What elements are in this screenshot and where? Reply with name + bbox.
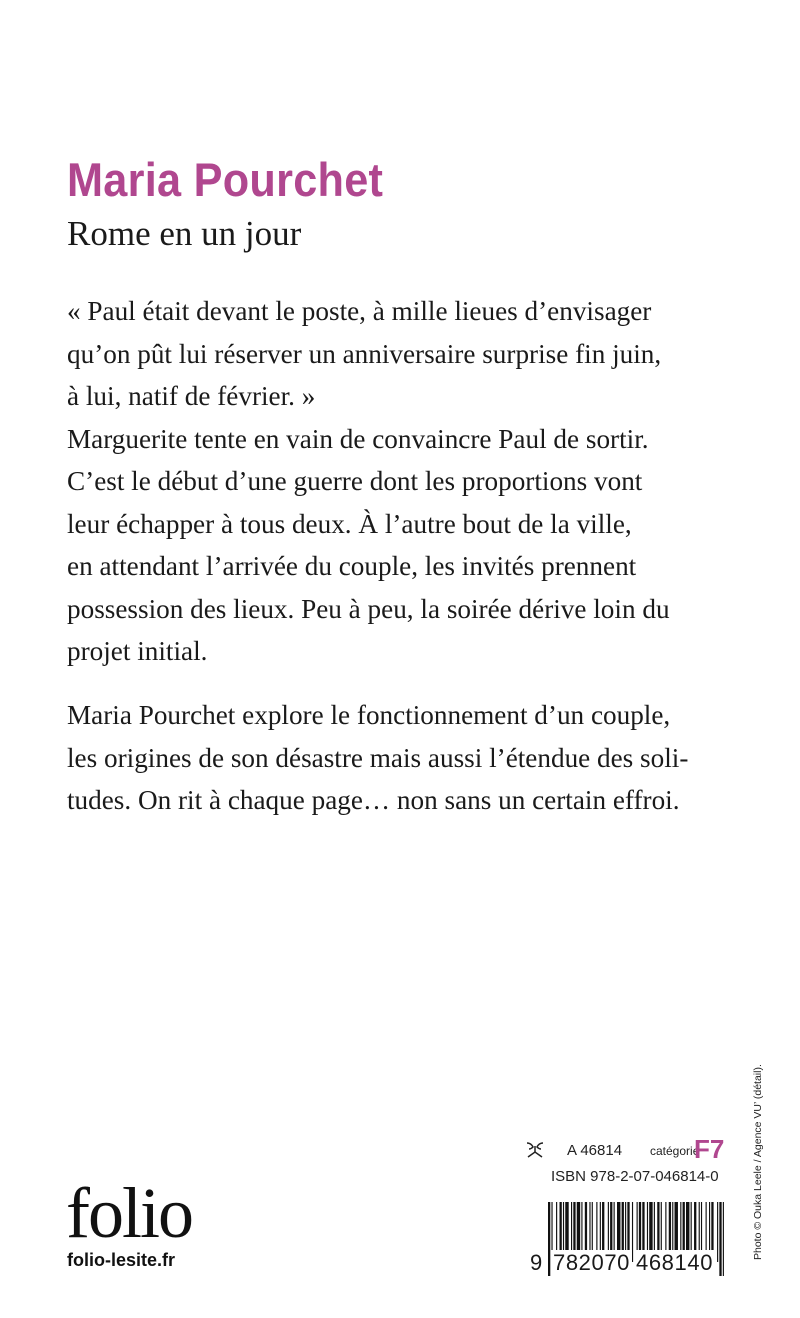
barcode-group-left: 782070 bbox=[553, 1250, 631, 1275]
barcode-digit-first: 9 bbox=[530, 1250, 543, 1275]
catalog-number: A 46814 bbox=[567, 1142, 623, 1159]
publisher-logo: folio bbox=[66, 1173, 192, 1253]
blurb-line: Marguerite tente en vain de convaincre Paul de sortir. bbox=[67, 423, 649, 454]
barcode-digits bbox=[530, 1250, 728, 1276]
summary-line: Maria Pourchet explore le fonctionnement d’un couple, bbox=[67, 700, 671, 730]
catalog-info bbox=[524, 1136, 724, 1164]
blurb-line: projet initial. bbox=[67, 636, 208, 666]
summary-paragraph bbox=[67, 694, 747, 822]
blurb-line: à lui, natif de février. » bbox=[67, 381, 316, 411]
summary-line: tudes. On rit à chaque page… non sans un certain effroi. bbox=[67, 785, 680, 815]
author-name: Maria Pourchet bbox=[67, 153, 384, 206]
barcode-group-right: 468140 bbox=[636, 1250, 714, 1275]
category-label: catégorie bbox=[650, 1144, 700, 1158]
blurb-line: qu’on pût lui réserver un anniversaire surprise fin juin, bbox=[67, 338, 662, 369]
blurb-line: possession des lieux. Peu à peu, la soirée dérive loin du bbox=[67, 593, 670, 624]
book-title: Rome en un jour bbox=[67, 214, 302, 253]
blurb-paragraph bbox=[67, 290, 747, 673]
blurb-line: « Paul était devant le poste, à mille lieues d’envisager bbox=[67, 296, 652, 326]
summary-line: les origines de son désastre mais aussi l’étendue des soli- bbox=[67, 742, 689, 773]
blurb-line: en attendant l’arrivée du couple, les invités prennent bbox=[67, 551, 637, 581]
folio-mark-icon bbox=[524, 1141, 546, 1159]
isbn: ISBN 978-2-07-046814-0 bbox=[551, 1168, 719, 1185]
blurb-line: leur échapper à tous deux. À l’autre bout de la ville, bbox=[67, 508, 632, 539]
blurb-line: C’est le début d’une guerre dont les proportions vont bbox=[67, 466, 643, 496]
publisher-website: folio-lesite.fr bbox=[67, 1250, 176, 1270]
category-code: F7 bbox=[694, 1134, 725, 1164]
photo-credit: Photo © Ouka Leele / Agence VU’ (détail). bbox=[752, 1064, 764, 1260]
